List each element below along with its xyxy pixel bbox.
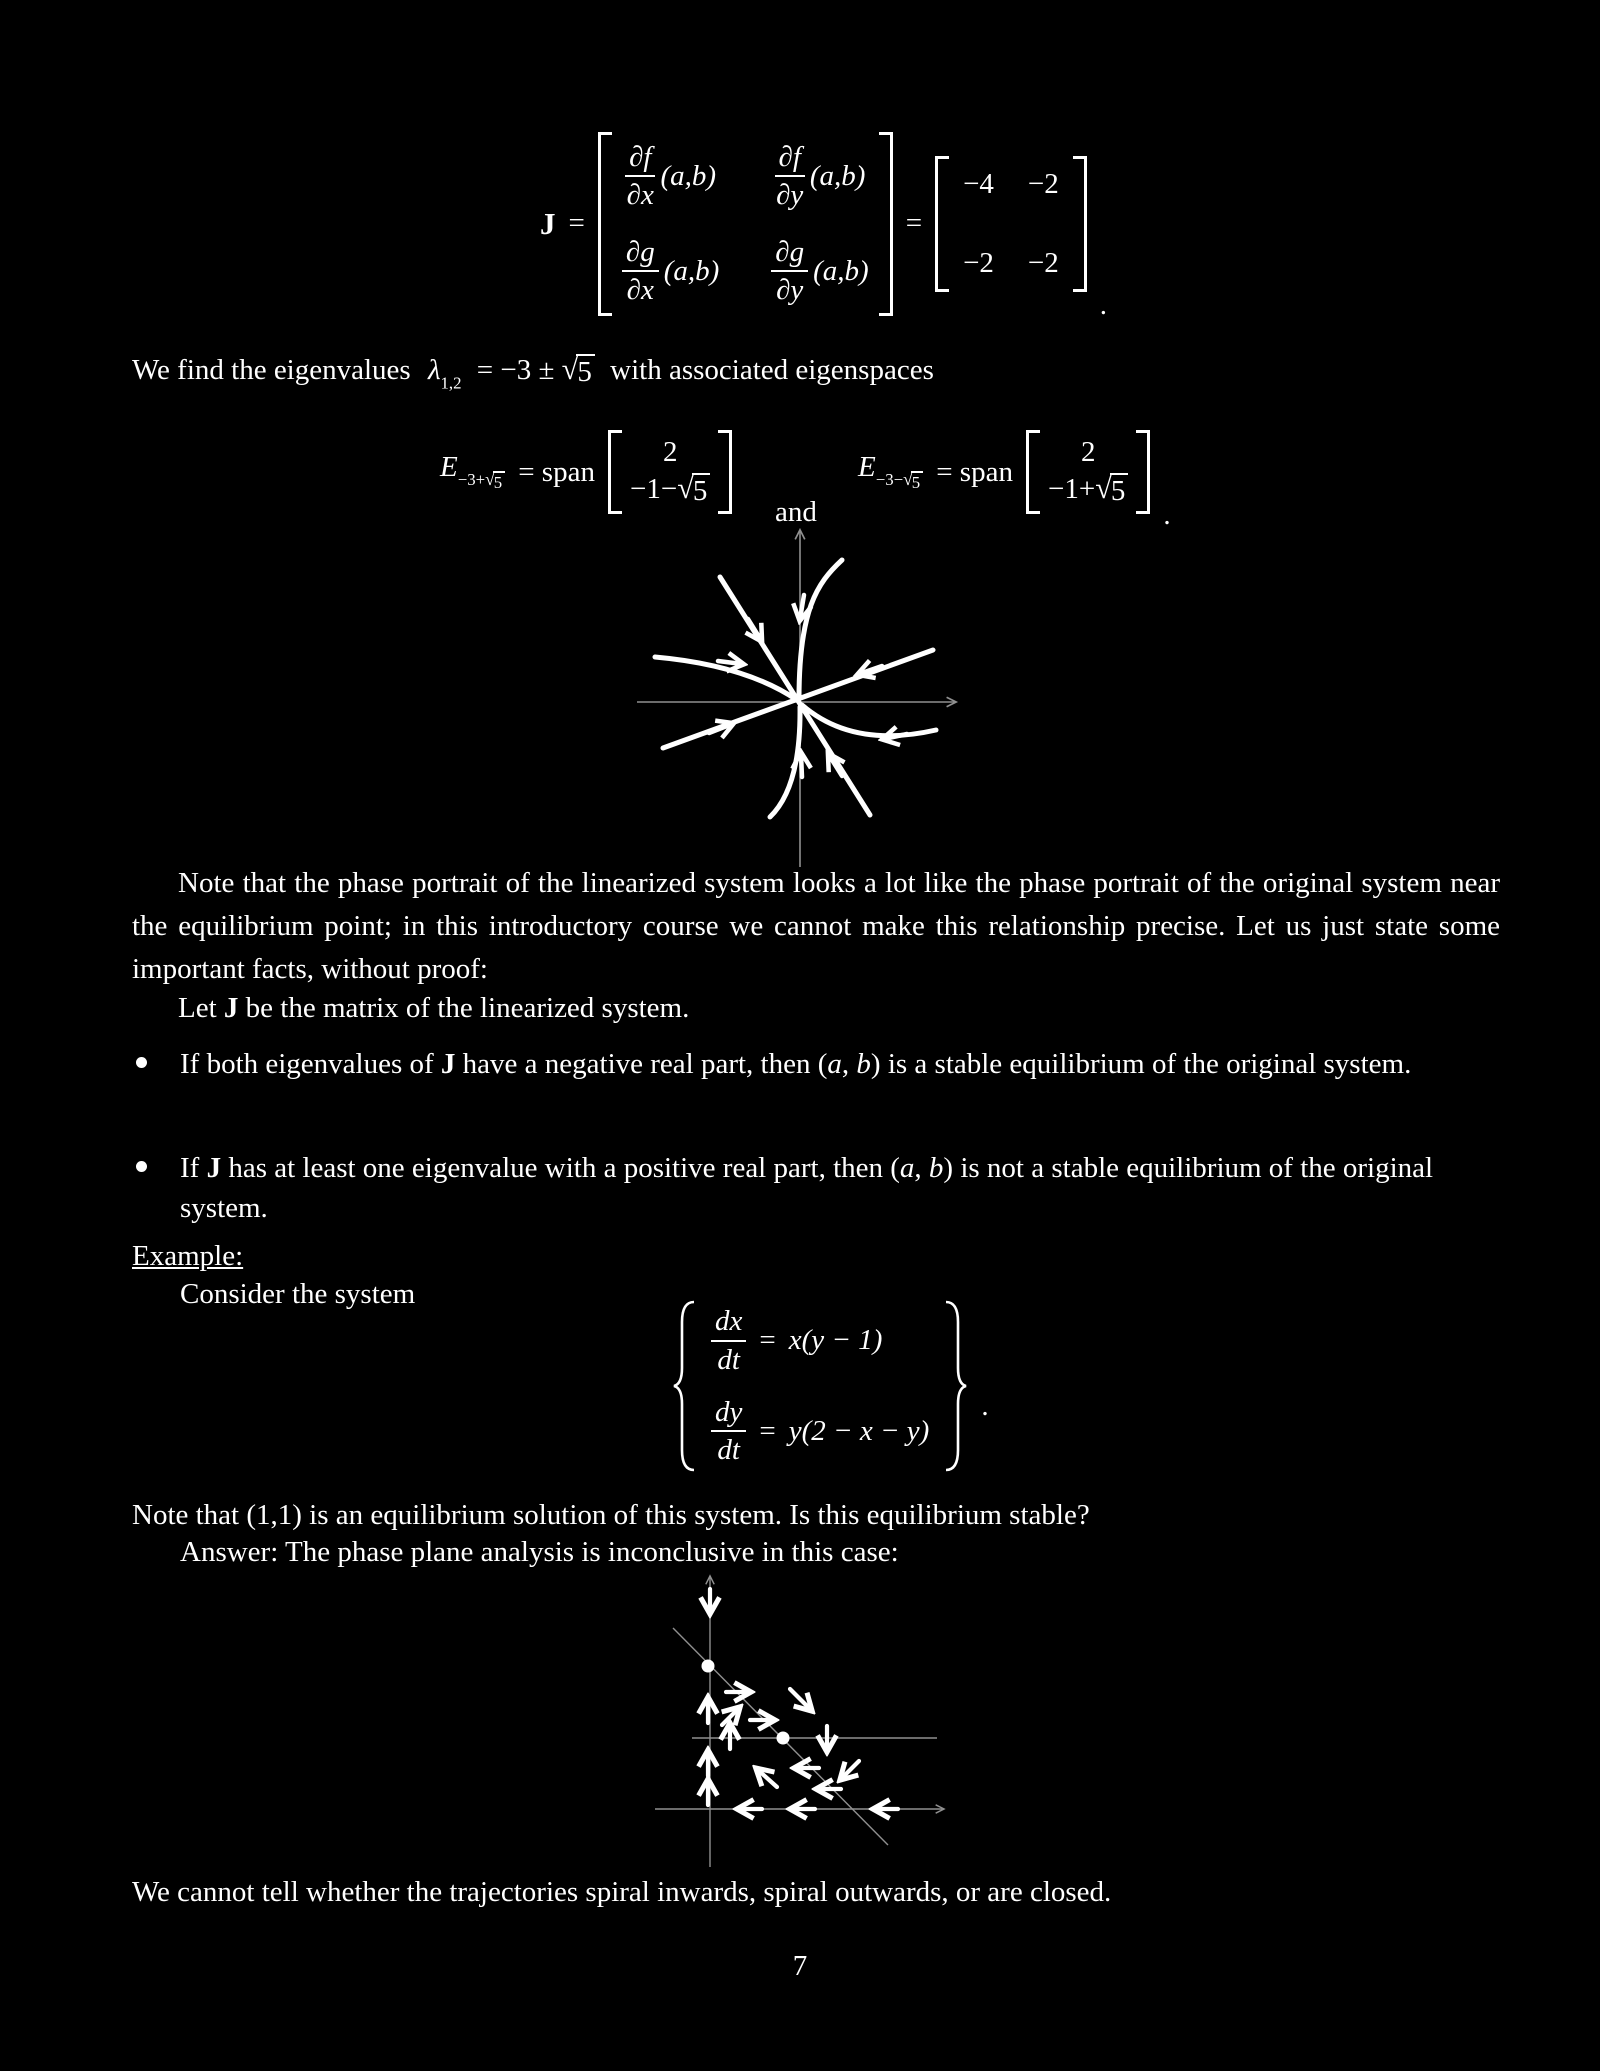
matrix-cell [771,237,868,306]
jacobian-symbolic-matrix [598,132,893,316]
lambda-subscript: 1,2 [440,373,462,393]
radicand: 5 [692,473,711,508]
equilibrium-point-0-2 [702,1660,715,1673]
frac-num: dy [711,1397,746,1432]
page-number: 7 [792,1950,808,1982]
radicand: 5 [493,471,505,492]
arrow-toward-origin [748,619,761,640]
frac-den: ∂y [776,179,804,212]
rhs-expression: y(2 − x − y) [788,1414,930,1447]
arrow-down-left [842,1761,859,1778]
left-bracket [1026,430,1040,514]
ode-row-1 [711,1306,929,1375]
let-j-line [178,988,689,1028]
radicand: 5 [911,471,923,492]
left-bracket [608,430,622,514]
arrow-toward-origin [718,661,742,664]
matrix-value: −2 [1027,246,1059,279]
answer-line: Answer: The phase plane analysis is inconclusive in this case: [180,1536,899,1568]
subscript-text: −3+ [457,470,486,490]
bullet-marker [136,1057,147,1068]
frac-den: ∂x [626,179,654,212]
equals: = [759,1414,776,1447]
equilibrium-question: Note that (1,1) is an equilibrium solution of this system. Is this equilibrium stable? [132,1499,1090,1531]
matrix-value: −2 [1027,167,1059,200]
text: have a negative real part, then ( [455,1048,828,1080]
equals: = [759,1324,776,1357]
equilibrium-point-1-1 [777,1732,790,1745]
text: ) is not a stable equilibrium of the original system. [180,1152,1434,1224]
frac-arg: (a,b) [663,254,720,287]
matrix-cell [625,142,716,211]
lambda-symbol: λ [427,354,441,386]
radical-sign: √ [485,469,495,490]
vector-entry: 2 [1080,436,1096,469]
left-brace [672,1300,698,1472]
frac-den: ∂x [626,274,654,307]
vector-entry: 2 [662,436,678,469]
sqrt-5 [562,354,595,389]
var-a: a [827,1048,842,1080]
frac-den: ∂y [776,274,804,307]
vector-entry: −1+ [1047,473,1096,506]
radicand: 5 [576,354,595,389]
text: ) is a stable equilibrium of the original system. [870,1048,1412,1080]
text: with associated eigenspaces [610,354,934,386]
matrix-value: −2 [963,246,994,279]
period: . [981,1389,989,1422]
example-label: Example: [132,1240,244,1272]
rhs-expression: x(y − 1) [788,1324,883,1357]
E-subscript [875,469,923,493]
text: , [914,1152,929,1184]
arrow-up-right [722,1709,738,1725]
J-bold: J [440,1048,456,1080]
ode-row-2 [711,1397,929,1466]
eigenspace-1 [440,420,732,524]
left-bracket [935,156,949,292]
conclusion-line: We cannot tell whether the trajectories spiral inwards, spiral outwards, or are closed. [132,1876,1112,1908]
frac-num: ∂g [622,237,659,272]
E-symbol: E [440,451,458,484]
text: has at least one eigenvalue with a positive real part, then ( [221,1152,900,1184]
frac-arg: (a,b) [660,159,717,192]
E-symbol: E [858,451,876,484]
E-subscript [457,469,505,493]
jacobian-equals-2: = [905,207,923,240]
text: If both eigenvalues of [180,1048,441,1080]
frac-den: dt [717,1434,740,1467]
frac-den: dt [717,1343,740,1376]
frac-num: ∂f [775,142,805,177]
right-bracket [718,430,732,514]
jacobian-numeric-matrix [935,156,1087,292]
period: . [1099,288,1108,321]
eigenvector-matrix [608,430,732,514]
var-a: a [899,1152,915,1184]
radicand: 5 [1110,473,1129,508]
equals-span: = span [936,455,1013,488]
bullet-unstable [180,1148,1490,1228]
jacobian-equation [540,132,1108,321]
subscript-text: −3− [875,470,904,490]
J-bold: J [206,1152,222,1184]
frac-num: dx [711,1306,746,1341]
text: Let [178,992,224,1024]
text: , [841,1048,857,1080]
eigenvalues-line [132,350,934,403]
trajectory-from-top [799,560,842,699]
radical-sign: √ [903,469,913,490]
consider-line: Consider the system [180,1278,416,1310]
jacobian-equals-1: = [568,207,585,240]
period: . [1163,499,1171,531]
frac-arg: (a,b) [809,159,866,192]
radical-sign: √ [677,471,694,506]
bullet-stable [180,1044,1490,1084]
text: If [180,1152,207,1184]
matrix-value: −4 [963,167,994,200]
right-brace [942,1300,968,1472]
frac-num: ∂f [625,142,655,177]
arrow-toward-origin [801,754,802,777]
conjunction-and: and [775,496,817,528]
ode-system [672,1300,989,1472]
radical-sign: √ [561,352,579,386]
equals-span: = span [518,455,595,488]
eigenvalue-expression: = −3 ± [476,354,555,386]
arrow-up-left [758,1770,777,1787]
left-bracket [598,132,612,316]
bullet-marker [136,1161,147,1172]
jacobian-J: J [540,205,556,241]
text: We find the eigenvalues [132,354,411,386]
vector-entry: −1− [629,473,678,506]
trajectory-from-bottom [770,707,800,817]
trajectory-from-right [802,705,936,736]
frac-num: ∂g [771,237,808,272]
note-paragraph: Note that the phase portrait of the linearized system looks a lot like the phase portrait of the original system near the equilibrium point; in this introductory course we cannot make this relationship precise. Let us just state some important facts, without proof: [132,867,1500,985]
phase-portrait-linearized [595,515,1015,875]
matrix-cell [775,142,866,211]
arrow-down-right [790,1689,810,1709]
right-bracket [879,132,893,316]
eigenspace-2 [858,420,1171,531]
text: be the matrix of the linearized system. [238,992,690,1024]
right-bracket [1136,430,1150,514]
right-bracket [1073,156,1087,292]
frac-arg: (a,b) [813,254,869,287]
radical-sign: √ [1095,471,1112,506]
var-b: b [856,1048,871,1080]
matrix-cell [622,237,719,306]
J-bold: J [223,992,239,1024]
phase-plane-nonlinear [630,1565,980,1905]
var-b: b [928,1152,944,1184]
eigenvector-matrix [1026,430,1150,514]
